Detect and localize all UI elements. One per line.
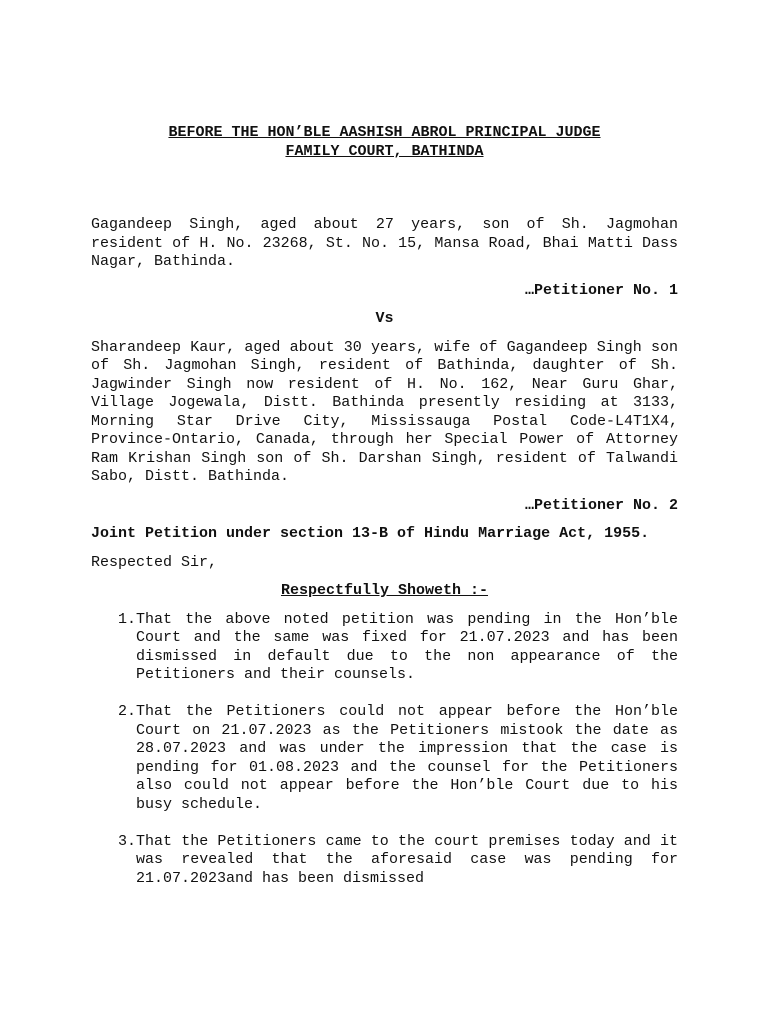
title-line-2: FAMILY COURT, BATHINDA	[285, 142, 484, 160]
versus-label: Vs	[375, 310, 394, 327]
point-number: 3.	[117, 832, 136, 850]
petition-subject: Joint Petition under section 13-B of Hindu Marriage Act, 1955.	[91, 525, 650, 542]
point-text: That the Petitioners came to the court premises today and it was revealed that the aforesaid case was pending for 21.07.2023and has been dismissed	[136, 832, 678, 887]
petitioner-1-label: …Petitioner No. 1	[524, 281, 678, 299]
title-line-1: BEFORE THE HON’BLE AASHISH ABROL PRINCIPAL JUDGE	[168, 124, 601, 141]
petitioner-2-label: …Petitioner No. 2	[524, 496, 678, 514]
point-number: 2.	[117, 703, 136, 720]
list-item	[91, 703, 678, 814]
point-text: That the Petitioners could not appear before the Hon’ble Court on 21.07.2023 as the Petitioners mistook the date as 28.07.2023 and was under the impression that the case is pending for 01.08.2023 and the counsel for the Petitioners also could not appear before the Hon’ble Court due to his busy schedule.	[136, 703, 678, 813]
petitioner-2-details: Sharandeep Kaur, aged about 30 years, wife of Gagandeep Singh son of Sh. Jagmohan Singh, resident of Bathinda, daughter of Sh. Jagwinder Singh now resident of H. No. 162, Near Guru Ghar, Village Jogewala, Distt. Bathinda presently residing at 3133, Morning Star Drive City, Mississauga Postal Code-L4T1X4, Province-Ontario, Canada, through her Special Power of Attorney Ram Krishan Singh son of Sh. Darshan Singh, resident of Talwandi Sabo, Distt. Bathinda.	[91, 338, 678, 485]
petitioner-1-details: Gagandeep Singh, aged about 27 years, son of Sh. Jagmohan resident of H. No. 23268, St. No. 15, Mansa Road, Bhai Matti Dass Nagar, Bathinda.	[91, 216, 678, 270]
salutation: Respected Sir,	[91, 553, 218, 571]
respectfully-showeth-heading: Respectfully Showeth :-	[280, 582, 489, 599]
list-item	[91, 611, 678, 685]
list-item	[91, 833, 678, 889]
points-list	[91, 611, 678, 889]
point-number: 1.	[117, 610, 136, 628]
document-title	[91, 124, 678, 161]
point-text: That the above noted petition was pending in the Hon’ble Court and the same was fixed for 21.07.2023 and has been dismissed in default due to the non appearance of the Petitioners and their counsels.	[136, 610, 678, 683]
